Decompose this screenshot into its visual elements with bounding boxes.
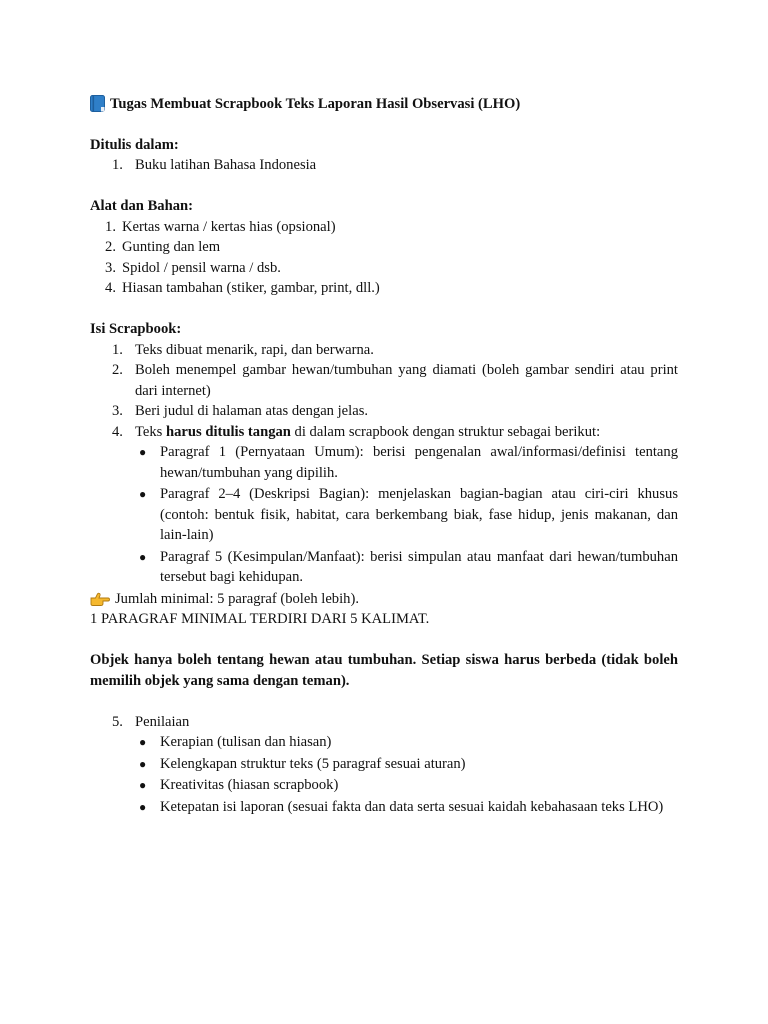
bullet-text: Kerapian (tulisan dan hiasan) <box>160 734 332 750</box>
bullet-item <box>135 797 678 818</box>
bullet-item <box>135 732 678 753</box>
bullet-text: Paragraf 5 (Kesimpulan/Manfaat): berisi simpulan atau manfaat dari hewan/tumbuhan tersebut bagi kehidupan. <box>160 548 678 585</box>
alat-list <box>90 217 678 299</box>
bullet-text: Paragraf 1 (Pernyataan Umum): berisi pengenalan awal/informasi/definisi tentang hewan/tumbuhan yang dipilih. <box>160 444 678 481</box>
bullet-text: Kreativitas (hiasan scrapbook) <box>160 777 339 793</box>
structure-bullet-list <box>90 442 678 588</box>
list-number: 3. <box>105 259 116 276</box>
list-item <box>90 360 678 401</box>
bullet-icon: ● <box>139 778 147 792</box>
list-item <box>90 278 678 299</box>
note-text: Jumlah minimal: 5 paragraf (boleh lebih). <box>115 590 359 607</box>
list-item <box>90 712 678 733</box>
list-text: Hiasan tambahan (stiker, gambar, print, dll.) <box>122 280 380 296</box>
bullet-item <box>135 442 678 483</box>
list-text: Teks dibuat menarik, rapi, dan berwarna. <box>135 341 374 358</box>
list-text: Gunting dan lem <box>122 239 221 255</box>
objek-paragraph: Objek hanya boleh tentang hewan atau tumbuhan. Setiap siswa harus berbeda (tidak boleh memilih objek yang sama dengan teman). <box>90 652 678 689</box>
list-number: 2. <box>112 362 123 378</box>
bullet-icon: ● <box>139 756 147 771</box>
pointing-hand-icon <box>90 592 110 606</box>
list-item <box>90 340 678 361</box>
text-run: di dalam scrapbook dengan struktur sebagai berikut: <box>290 423 601 440</box>
list-number: 1. <box>112 341 123 358</box>
ditulis-list <box>90 155 678 176</box>
bullet-icon: ● <box>139 799 147 814</box>
isi-list <box>90 340 678 443</box>
list-item <box>90 237 678 258</box>
list-text: Kertas warna / kertas hias (opsional) <box>122 218 336 235</box>
list-text: Buku latihan Bahasa Indonesia <box>135 157 317 173</box>
bullet-icon: ● <box>139 445 147 459</box>
list-text: Penilaian <box>135 713 190 730</box>
list-item <box>90 217 678 238</box>
list-number: 2. <box>105 239 116 255</box>
list-number: 3. <box>112 403 123 419</box>
bullet-icon: ● <box>139 487 147 501</box>
alat-heading: Alat dan Bahan: <box>90 198 193 214</box>
penilaian-bullet-list <box>90 732 678 817</box>
caps-line: 1 PARAGRAF MINIMAL TERDIRI DARI 5 KALIMAT. <box>90 611 430 627</box>
list-text: Spidol / pensil warna / dsb. <box>122 259 281 276</box>
text-run: Teks <box>135 423 166 440</box>
bullet-item <box>135 547 678 588</box>
bullet-item <box>135 754 678 775</box>
minimum-note <box>90 589 678 610</box>
isi-heading: Isi Scrapbook: <box>90 321 182 337</box>
bullet-item <box>135 484 678 546</box>
bullet-item <box>135 775 678 796</box>
bullet-text: Paragraf 2–4 (Deskripsi Bagian): menjelaskan bagian-bagian atau ciri-ciri khusus (contoh: bentuk fisik, habitat, cara berkembang biak, fase hidup, jenis makanan, dan lain-lain) <box>160 486 678 543</box>
document-title <box>90 94 678 115</box>
document-content <box>90 94 678 818</box>
list-text: Boleh menempel gambar hewan/tumbuhan yang diamati (boleh gambar sendiri atau print dari internet) <box>135 362 678 399</box>
list-number: 4. <box>105 280 116 296</box>
blue-book-icon <box>90 95 105 112</box>
list-number: 5. <box>112 713 123 730</box>
list-item <box>90 258 678 279</box>
title-text: Tugas Membuat Scrapbook Teks Laporan Hasil Observasi (LHO) <box>110 96 521 112</box>
list-number: 4. <box>112 423 123 440</box>
bullet-icon: ● <box>139 735 147 749</box>
bullet-icon: ● <box>139 549 147 564</box>
list-number: 1. <box>112 157 123 173</box>
list-number: 1. <box>105 218 116 235</box>
ditulis-heading: Ditulis dalam: <box>90 136 179 153</box>
bullet-text: Ketepatan isi laporan (sesuai fakta dan data serta sesuai kaidah kebahasaan teks LHO) <box>160 798 664 815</box>
penilaian-list <box>90 712 678 733</box>
list-item <box>90 401 678 422</box>
list-text: Beri judul di halaman atas dengan jelas. <box>135 403 369 419</box>
emphasis-text: harus ditulis tangan <box>166 423 291 440</box>
list-item <box>90 422 678 443</box>
list-item <box>90 155 678 176</box>
list-text <box>135 422 678 443</box>
bullet-text: Kelengkapan struktur teks (5 paragraf sesuai aturan) <box>160 755 466 772</box>
